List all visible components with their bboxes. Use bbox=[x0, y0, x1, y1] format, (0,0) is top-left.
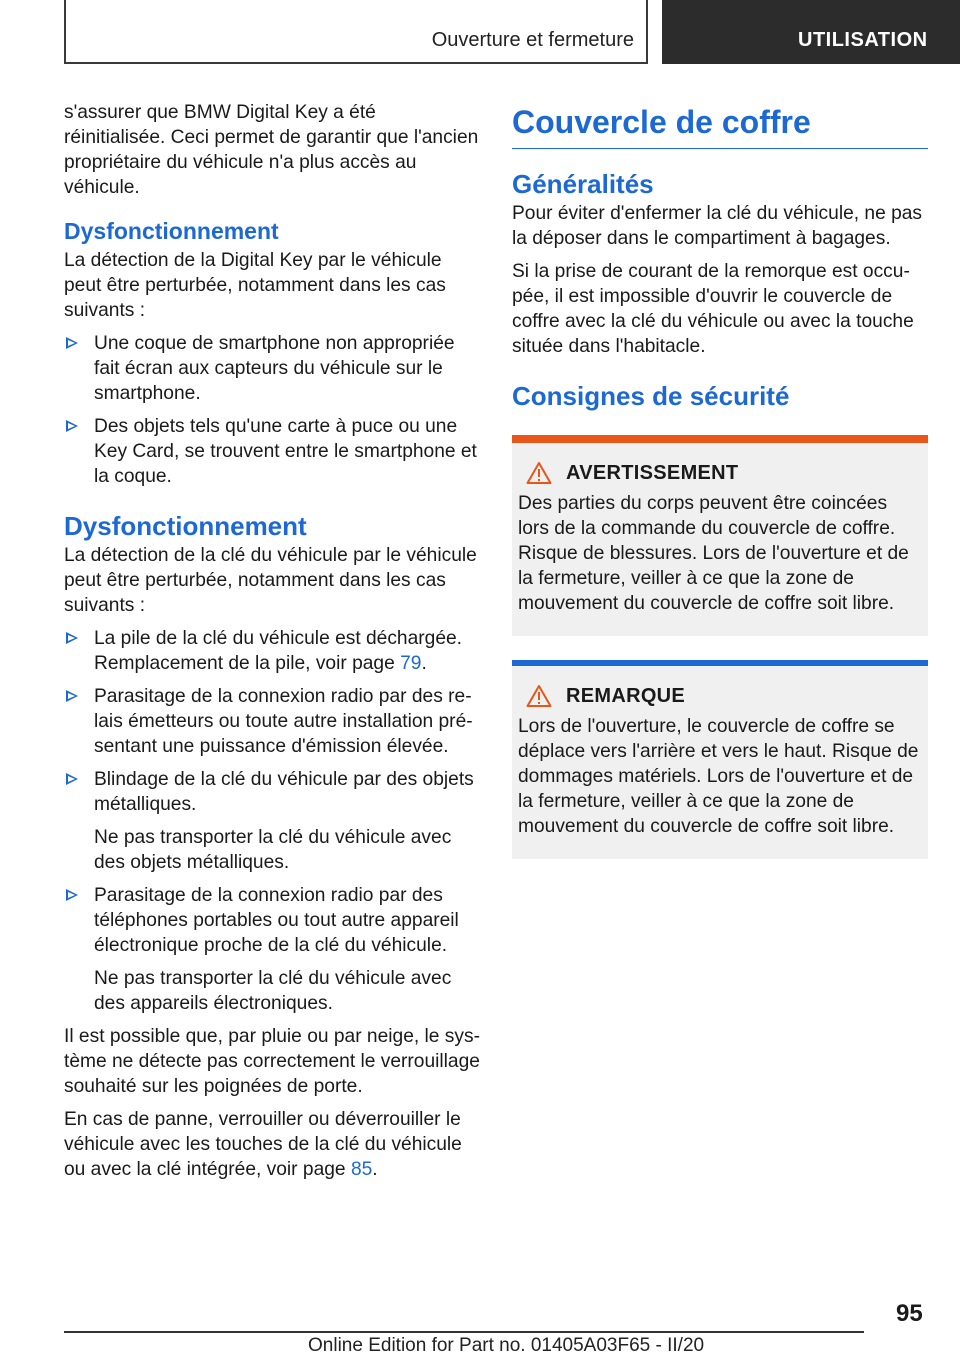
list-item-note: Ne pas transporter la clé du véhicule avec des appareils électroniques. bbox=[94, 968, 452, 1014]
warning-text: Des parties du corps peuvent être coincées lors de la commande du couvercle de coffre. Risque de blessures. Lors de l'ouverture et de la fermeture, veiller à ce que la zone de mouvement du couvercle de coffre soit libre. bbox=[518, 493, 909, 614]
heading-generalites: Généralités bbox=[512, 169, 654, 199]
page-link-85[interactable]: 85 bbox=[350, 1159, 373, 1180]
footer-edition: Online Edition for Part no. 01405A03F65 - II/20 bbox=[308, 1335, 705, 1356]
dys1-paragraph: La détection de la Digital Key par le véhicule peut être perturbée, notamment dans les cas suivants : bbox=[64, 250, 446, 321]
generalites-paragraph-2: Si la prise de courant de la remorque est occupée, il est impossible d'ouvrir le couvercle de coffre avec la clé du véhicule ou avec la touche située dans l'habitacle. bbox=[512, 261, 914, 357]
dys1-list bbox=[64, 331, 480, 489]
header-chapter-box bbox=[64, 0, 648, 64]
page-number: 95 bbox=[896, 1300, 923, 1327]
bullet-triangle-icon bbox=[66, 690, 78, 702]
bullet-triangle-icon bbox=[66, 632, 78, 644]
bullet-triangle-icon bbox=[66, 889, 78, 901]
list-item: Parasitage de la connexion radio par des relais émetteurs ou toute autre installation présentant une puissance d'émission élevée. bbox=[64, 684, 480, 759]
rain-paragraph: Il est possible que, par pluie ou par neige, le système ne détecte pas correctement le verrouillage souhaité sur les poignées de porte. bbox=[64, 1026, 480, 1097]
bullet-triangle-icon bbox=[66, 420, 78, 432]
intro-paragraph: s'assurer que BMW Digital Key a été réinitialisée. Ceci permet de garantir que l'ancien propriétaire du véhicule n'a plus accès au véhicule. bbox=[64, 102, 479, 198]
note-text: Lors de l'ouverture, le couvercle de coffre se déplace vers l'arrière et vers le haut. Risque de dommages matériels. Lors de l'ouverture et de la fermeture, veiller à ce que la zone de mouvement du couvercle de coffre soit libre. bbox=[518, 716, 919, 837]
list-item: Des objets tels qu'une carte à puce ou une Key Card, se trouvent entre le smartphone et la coque. bbox=[64, 414, 480, 489]
generalites-paragraph-1: Pour éviter d'enfermer la clé du véhicule, ne pas la déposer dans le compartiment à bagages. bbox=[512, 203, 923, 249]
panne-paragraph: En cas de panne, verrouiller ou déverrouiller le véhicule avec les touches de la clé du véhicule ou avec la clé intégrée, voir page 85. bbox=[64, 1109, 462, 1180]
left-column bbox=[64, 100, 480, 1190]
bullet-triangle-icon bbox=[66, 773, 78, 785]
dys2-paragraph: La détection de la clé du véhicule par le véhicule peut être perturbée, notamment dans les cas suivants : bbox=[64, 545, 477, 616]
warning-title: AVERTISSEMENT bbox=[566, 461, 739, 484]
heading-dysfonctionnement-1: Dysfonctionnement bbox=[64, 218, 279, 244]
chapter-title: Ouverture et fermeture bbox=[431, 29, 634, 51]
note-header bbox=[518, 684, 922, 708]
list-item: La pile de la clé du véhicule est déchargée. Remplacement de la pile, voir page 79. bbox=[64, 626, 480, 676]
page-link-79[interactable]: 79 bbox=[400, 653, 422, 674]
warning-header bbox=[518, 461, 922, 485]
warning-triangle-icon bbox=[526, 461, 552, 485]
dys2-list bbox=[64, 626, 480, 1016]
list-item: Parasitage de la connexion radio par des téléphones portables ou tout autre appareil électronique proche de la clé du véhicule. Ne pas transporter la clé du véhicule avec des appareils électroniques. bbox=[64, 883, 480, 1016]
list-item: Une coque de smartphone non appropriée fait écran aux capteurs du véhicule sur le smartphone. bbox=[64, 331, 480, 406]
footer-divider bbox=[64, 1331, 864, 1333]
heading-dysfonctionnement-2: Dysfonctionnement bbox=[64, 511, 307, 541]
section-title: UTILISATION bbox=[798, 29, 928, 51]
warning-box bbox=[512, 435, 928, 636]
bullet-triangle-icon bbox=[66, 337, 78, 349]
page-title: Couvercle de coffre bbox=[512, 100, 928, 149]
list-item-note: Ne pas transporter la clé du véhicule avec des objets métalliques. bbox=[94, 827, 452, 873]
note-title: REMARQUE bbox=[566, 684, 686, 707]
warning-triangle-icon bbox=[526, 684, 552, 708]
right-column bbox=[512, 100, 928, 859]
header-section-box bbox=[662, 0, 960, 64]
note-box bbox=[512, 660, 928, 859]
heading-consignes: Consignes de sécurité bbox=[512, 381, 790, 411]
list-item: Blindage de la clé du véhicule par des objets métalliques. Ne pas transporter la clé du véhicule avec des objets métalliques. bbox=[64, 767, 480, 875]
